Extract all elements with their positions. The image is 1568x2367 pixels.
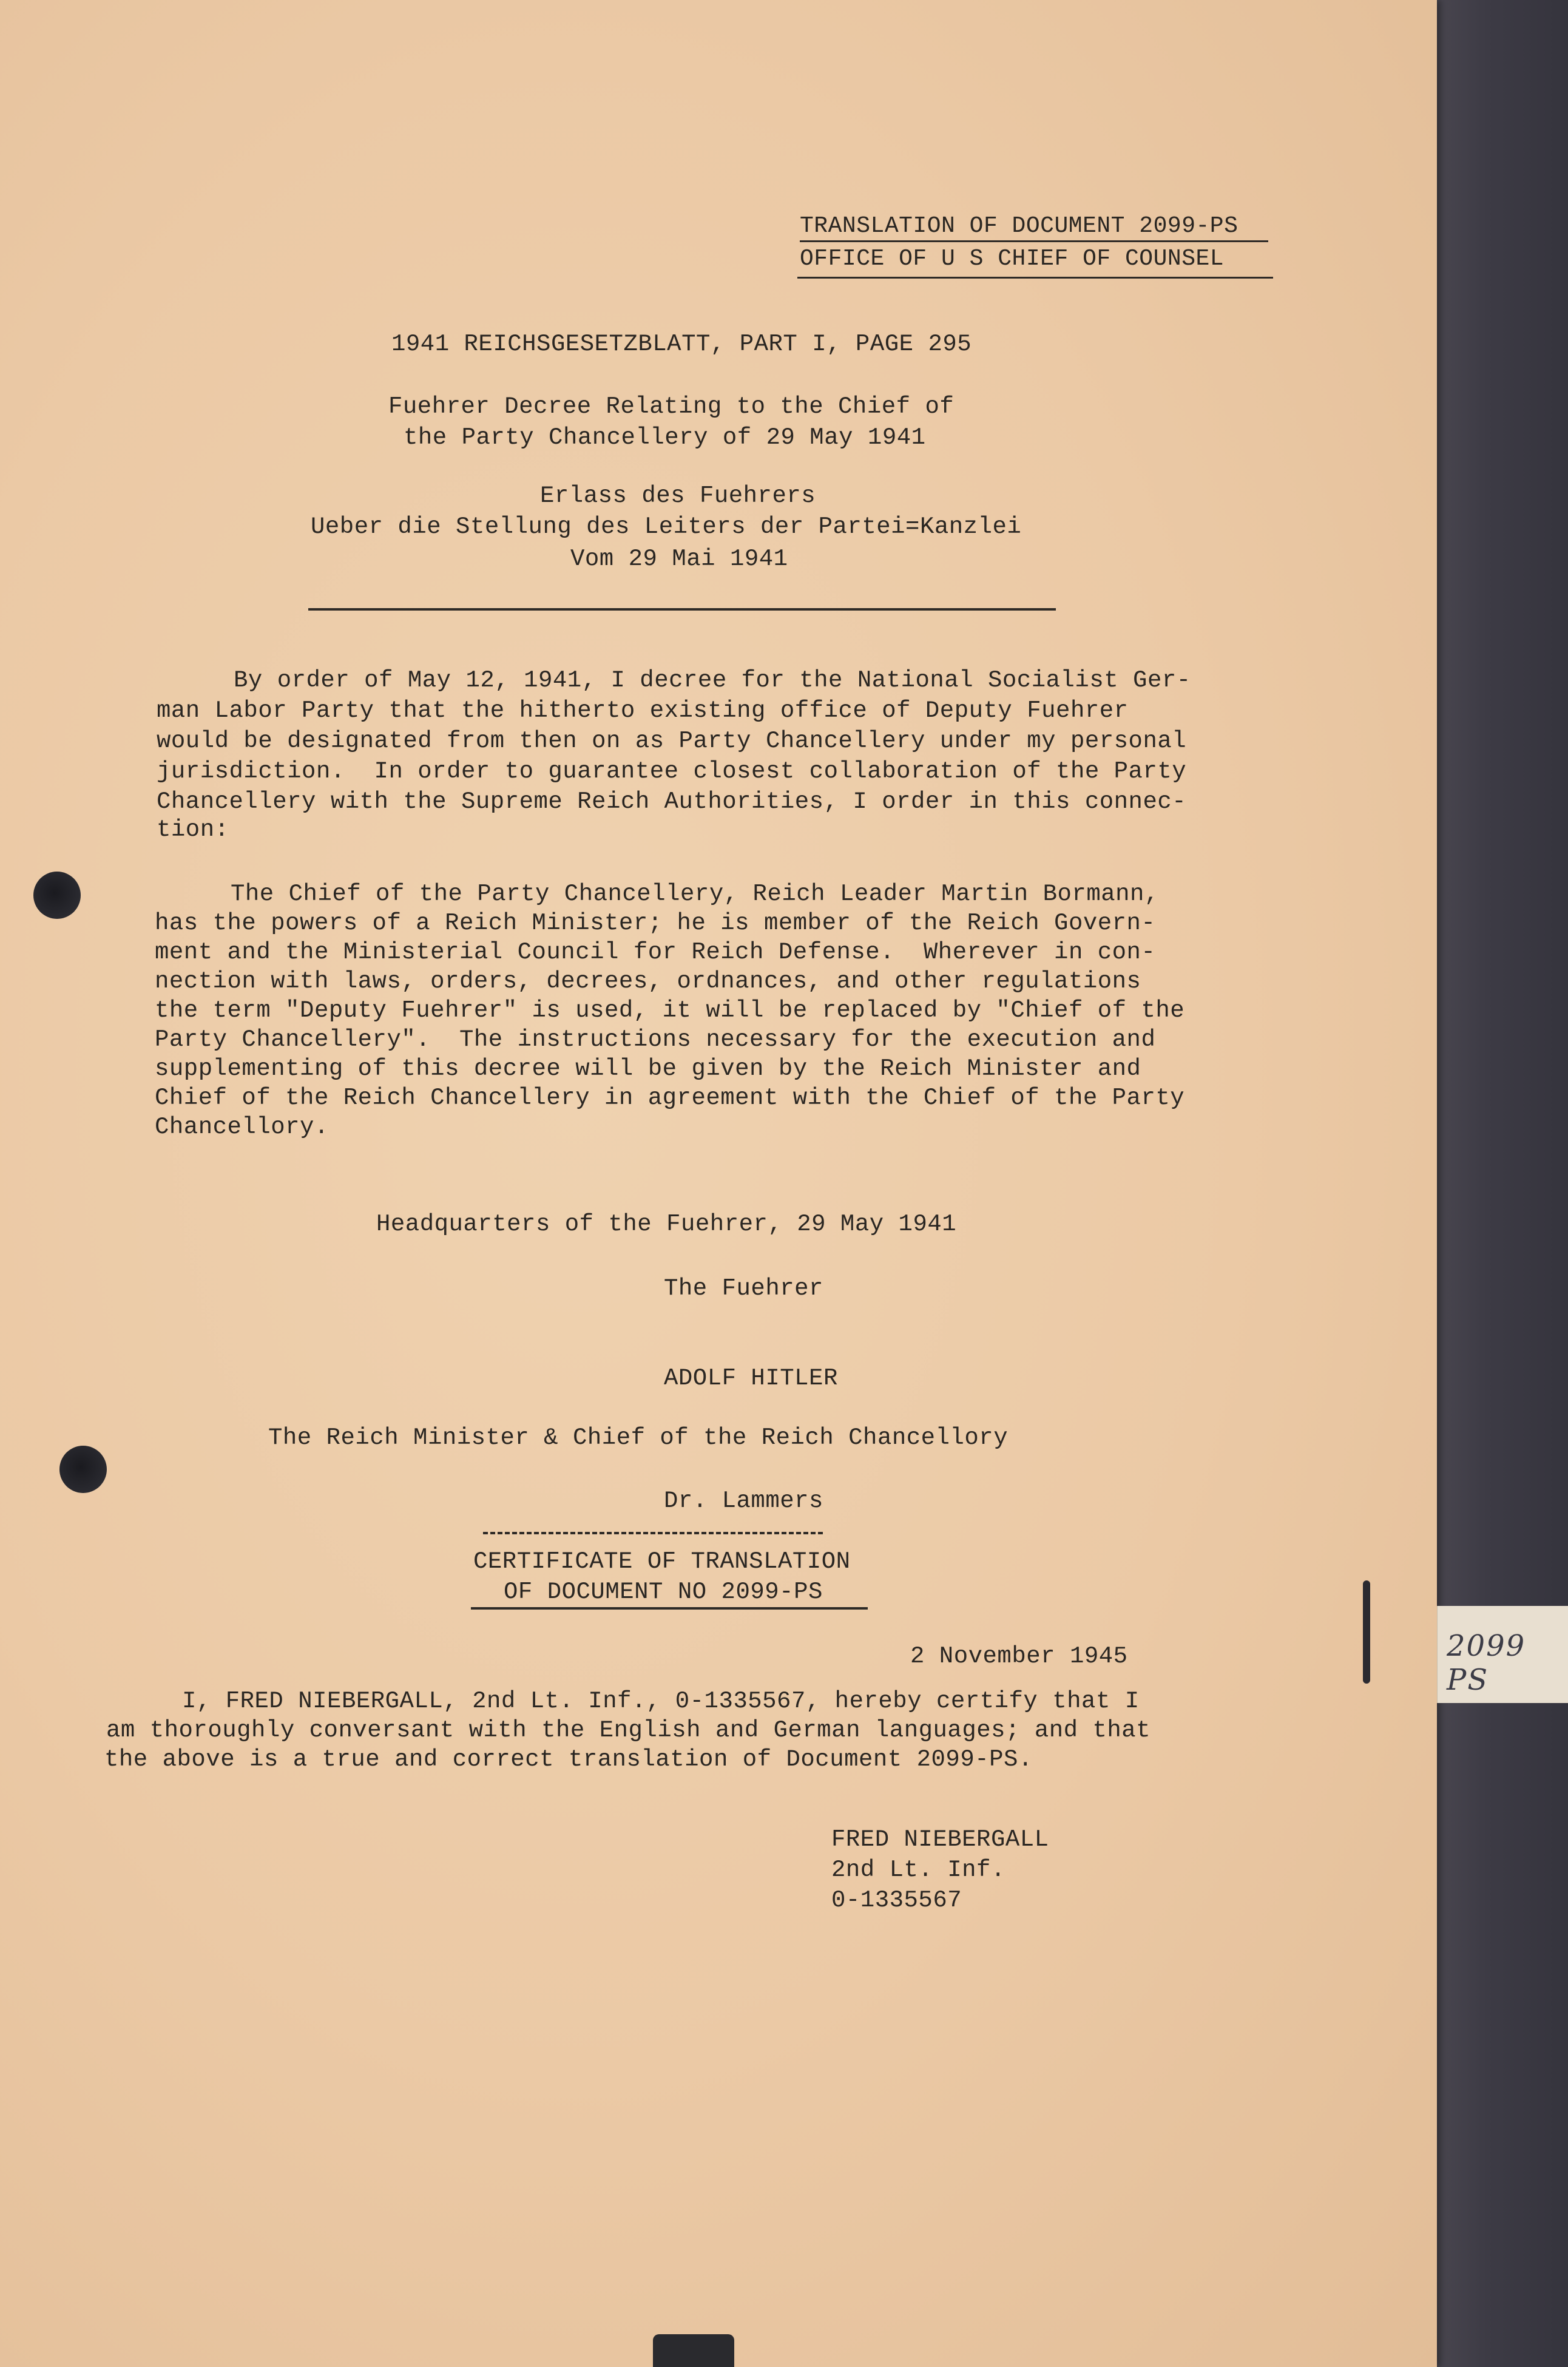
paragraph-1-line: tion: <box>157 816 229 843</box>
certificate-signer-name: FRED NIEBERGALL <box>831 1826 1049 1853</box>
header-line-1: TRANSLATION OF DOCUMENT 2099-PS <box>800 213 1239 239</box>
german-title-line-3: Vom 29 Mai 1941 <box>570 546 788 572</box>
certificate-signer-rank: 2nd Lt. Inf. <box>831 1857 1005 1883</box>
paragraph-2-line: The Chief of the Party Chancellery, Reich Leader Martin Bormann, <box>231 881 1159 907</box>
certificate-date: 2 November 1945 <box>910 1643 1128 1670</box>
certificate-heading-1: CERTIFICATE OF TRANSLATION <box>473 1548 851 1575</box>
certificate-body-line: I, FRED NIEBERGALL, 2nd Lt. Inf., 0-1335567, hereby certify that I <box>182 1688 1140 1715</box>
title-divider <box>308 608 1056 611</box>
german-title-line-1: Erlass des Fuehrers <box>540 483 816 509</box>
punch-hole <box>59 1446 107 1493</box>
punch-hole <box>33 872 81 919</box>
german-title-line-2: Ueber die Stellung des Leiters der Partei=Kanzlei <box>311 513 1022 540</box>
header-underline-1 <box>800 240 1268 242</box>
minister-role: The Reich Minister & Chief of the Reich Chancellory <box>268 1424 1009 1451</box>
paragraph-2-line: supplementing of this decree will be given by the Reich Minister and <box>155 1055 1141 1082</box>
paragraph-2-line: the term "Deputy Fuehrer" is used, it will be replaced by "Chief of the <box>155 997 1185 1024</box>
place-date: Headquarters of the Fuehrer, 29 May 1941 <box>376 1211 957 1238</box>
signer-role: The Fuehrer <box>664 1275 823 1302</box>
paragraph-1-line: would be designated from then on as Party Chancellery under my personal <box>157 728 1187 754</box>
bottom-clip <box>653 2334 734 2367</box>
paragraph-2-line: nection with laws, orders, decrees, ordnances, and other regulations <box>155 968 1141 995</box>
header-line-2: OFFICE OF U S CHIEF OF COUNSEL <box>800 246 1225 272</box>
paragraph-2-line: Chief of the Reich Chancellery in agreement with the Chief of the Party <box>155 1085 1185 1111</box>
minister-name: Dr. Lammers <box>664 1488 823 1514</box>
certificate-body-line: am thoroughly conversant with the English and German languages; and that <box>106 1717 1151 1744</box>
certificate-signer-serial: 0-1335567 <box>831 1887 962 1914</box>
margin-tab-label: 2099 PS <box>1447 1629 1526 1697</box>
paragraph-1-line: man Labor Party that the hitherto existing office of Deputy Fuehrer <box>157 697 1129 724</box>
header-underline-2 <box>797 277 1273 279</box>
binder-clip <box>1363 1580 1370 1684</box>
paragraph-1-line: jurisdiction. In order to guarantee closest collaboration of the Party <box>157 758 1187 785</box>
source-citation: 1941 REICHSGESETZBLATT, PART I, PAGE 295 <box>391 331 972 357</box>
certificate-heading-2: OF DOCUMENT NO 2099-PS <box>504 1579 823 1605</box>
background-edge <box>1432 0 1568 2367</box>
title-line-1: Fuehrer Decree Relating to the Chief of <box>388 393 955 420</box>
certificate-body-line: the above is a true and correct translation of Document 2099-PS. <box>104 1746 1033 1773</box>
paragraph-2-line: ment and the Ministerial Council for Reich Defense. Wherever in con- <box>155 939 1156 966</box>
paragraph-1-line: Chancellery with the Supreme Reich Authorities, I order in this connec- <box>157 788 1187 815</box>
separator-dashes <box>483 1532 823 1534</box>
certificate-underline <box>471 1607 868 1610</box>
signer-name: ADOLF HITLER <box>664 1365 838 1392</box>
paragraph-2-line: Chancellory. <box>155 1114 329 1140</box>
paragraph-2-line: Party Chancellery". The instructions necessary for the execution and <box>155 1026 1156 1053</box>
paragraph-2-line: has the powers of a Reich Minister; he is member of the Reich Govern- <box>155 910 1156 936</box>
title-line-2: the Party Chancellery of 29 May 1941 <box>404 424 926 451</box>
paragraph-1-line: By order of May 12, 1941, I decree for the National Socialist Ger- <box>234 667 1191 694</box>
